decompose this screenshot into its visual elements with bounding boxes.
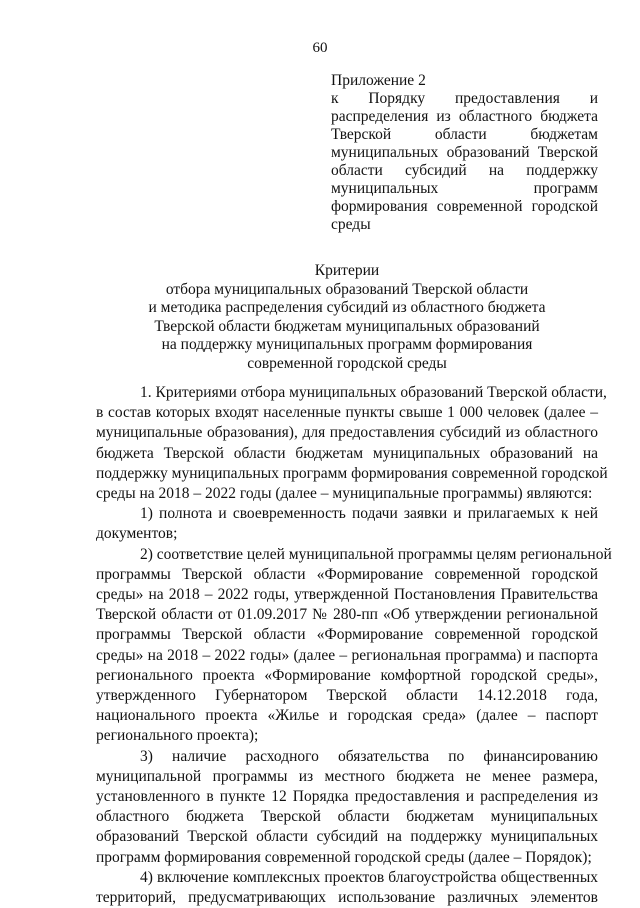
appendix-line: муниципальных программ <box>331 180 598 197</box>
body-line: Тверской области от 01.09.2017 № 280-пп «Об утверждении региональной <box>96 606 598 624</box>
document-title <box>96 262 598 373</box>
document-body <box>96 383 612 908</box>
body-line: установленного в пункте 12 Порядка предоставления и распределения из <box>96 788 598 806</box>
body-line: среды на 2018 – 2022 годы (далее – муниципальные программы) являются: <box>96 485 593 503</box>
body-line: утвержденного Губернатором Тверской области 14.12.2018 года, <box>96 687 598 705</box>
body-line: поддержку муниципальных программ формирования современной городской <box>96 464 608 482</box>
body-line: регионального проекта «Формирование комфортной городской среды», <box>96 666 598 684</box>
appendix-line: Тверской области бюджетам <box>331 126 598 143</box>
title-line: Критерии <box>314 262 380 279</box>
body-line: программ формирования современной городской среды (далее – Порядок); <box>96 848 592 866</box>
body-line: среды» на 2018 – 2022 годы, утвержденной Постановления Правительства <box>96 586 598 604</box>
body-line: муниципальные образования), для предоставления субсидий из областного <box>96 424 598 442</box>
appendix-line: формирования современной городской <box>331 198 598 215</box>
appendix-line: распределения из областного бюджета <box>331 108 598 125</box>
body-line: национального проекта «Жилье и городская среда» (далее – паспорт <box>96 707 598 725</box>
body-line: 1) полнота и своевременность подачи заявки и прилагаемых к ней <box>140 505 598 523</box>
appendix-line: Приложение 2 <box>331 72 426 89</box>
body-line: областного бюджета Тверской области бюджетам муниципальных <box>96 808 598 826</box>
appendix-line: области субсидий на поддержку <box>331 162 598 179</box>
title-line: и методика распределения субсидий из областного бюджета <box>148 299 546 316</box>
appendix-header <box>331 72 598 234</box>
body-line: территорий, предусматривающих использование различных элементов <box>96 889 598 907</box>
page-number: 60 <box>312 40 328 56</box>
body-line: 2) соответствие целей муниципальной программы целям региональной <box>140 545 612 563</box>
body-line: 4) включение комплексных проектов благоустройства общественных <box>140 868 598 886</box>
body-line: 1. Критериями отбора муниципальных образований Тверской области, <box>140 384 607 401</box>
body-line: бюджета Тверской области бюджетам муниципальных образований на <box>96 444 598 462</box>
body-line: регионального проекта); <box>96 727 259 745</box>
appendix-line: муниципальных образований Тверской <box>331 144 598 161</box>
body-line: в состав которых входят населенные пункты свыше 1 000 человек (далее – <box>96 404 598 422</box>
body-line: среды» на 2018 – 2022 годы» (далее – региональная программа) и паспорта <box>96 646 598 664</box>
body-line: программы Тверской области «Формирование современной городской <box>96 626 598 644</box>
body-line: 3) наличие расходного обязательства по финансированию <box>140 747 598 765</box>
body-line: документов; <box>96 525 178 543</box>
title-line: отбора муниципальных образований Тверской области <box>165 280 529 298</box>
appendix-line: к Порядку предоставления и <box>331 90 598 107</box>
body-line: программы Тверской области «Формирование современной городской <box>96 565 598 583</box>
title-line: на поддержку муниципальных программ формирования <box>161 336 533 353</box>
body-line: образований Тверской области субсидий на поддержку муниципальных <box>96 828 598 846</box>
title-line: Тверской области бюджетам муниципальных образований <box>154 317 540 335</box>
body-line: муниципальной программы из местного бюджета не менее размера, <box>96 767 598 785</box>
title-line: современной городской среды <box>247 354 447 372</box>
appendix-line: среды <box>331 216 371 233</box>
